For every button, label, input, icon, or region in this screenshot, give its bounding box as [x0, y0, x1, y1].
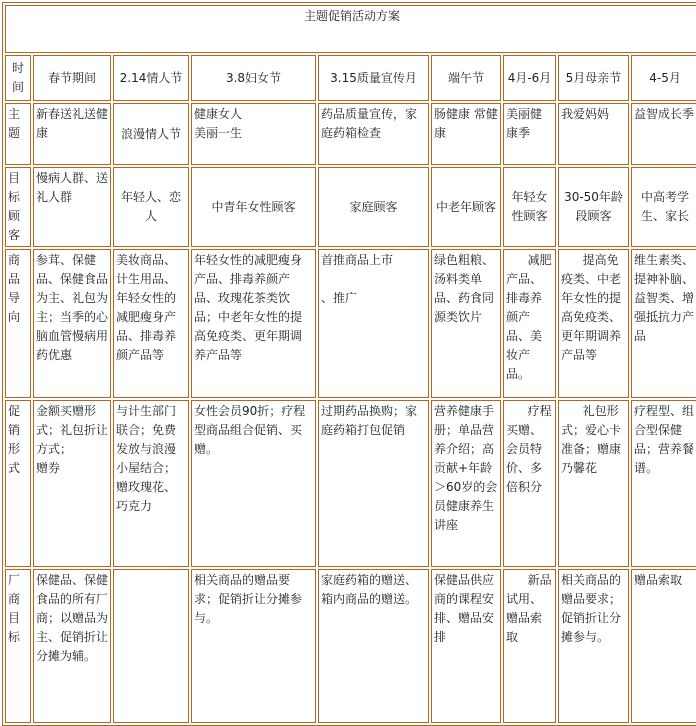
promotion-plan-table: [2, 2, 696, 726]
cell-time-6: 4月-6月: [503, 55, 556, 101]
table-row-promo: [5, 400, 696, 567]
cell-target-6: 年轻女性顾客: [503, 167, 556, 247]
cell-target-7: 30-50年龄段顾客: [558, 167, 629, 247]
cell-theme-2: 浪漫情人节: [113, 103, 189, 165]
cell-goods-4: 首推商品上市 、推广: [318, 249, 429, 398]
cell-target-5: 中老年顾客: [431, 167, 501, 247]
cell-theme-3: 健康女人 美丽一生: [191, 103, 316, 165]
row-label-goods: 商品导向: [5, 249, 31, 398]
cell-promo-6: 疗程买赠、会员特价、多倍积分: [503, 400, 556, 567]
cell-target-4: 家庭顾客: [318, 167, 429, 247]
cell-time-2: 2.14情人节: [113, 55, 189, 101]
cell-theme-8: 益智成长季: [631, 103, 696, 165]
cell-time-1: 春节期间: [33, 55, 111, 101]
cell-theme-5: 肠健康 常健康: [431, 103, 501, 165]
row-label-promo: 促销形式: [5, 400, 31, 567]
table-row-target: [5, 167, 696, 247]
cell-time-3: 3.8妇女节: [191, 55, 316, 101]
cell-goods-5: 绿色粗粮、汤料类单品、药食同源类饮片: [431, 249, 501, 398]
cell-theme-4: 药品质量宣传，家庭药箱检查: [318, 103, 429, 165]
row-label-target: 目标顾客: [5, 167, 31, 247]
cell-goods-8: 维生素类、提神补脑、益智类、增强抵抗力产品: [631, 249, 696, 398]
cell-goods-2: 美妆商品、计生用品、年轻女性的减肥瘦身产品、排毒养颜产品等: [113, 249, 189, 398]
cell-promo-1: 金额买赠形式；礼包折让方式； 赠券: [33, 400, 111, 567]
cell-target-3: 中青年女性顾客: [191, 167, 316, 247]
cell-target-1: 慢病人群、送礼人群: [33, 167, 111, 247]
cell-vendor-6: 新品试用、赠品索取: [503, 569, 556, 723]
table-row-theme: [5, 103, 696, 165]
cell-promo-4: 过期药品换购；家庭药箱打包促销: [318, 400, 429, 567]
cell-time-5: 端午节: [431, 55, 501, 101]
cell-goods-7: 提高免疫类、中老年女性的提高免疫类、更年期调养产品等: [558, 249, 629, 398]
row-label-time: 时间: [5, 55, 31, 101]
cell-time-7: 5月母亲节: [558, 55, 629, 101]
cell-goods-1: 参茸、保健品、保健食品为主、礼包为主；当季的心脑血管慢病用药优惠: [33, 249, 111, 398]
cell-promo-3: 女性会员90折；疗程型商品组合促销、买赠。: [191, 400, 316, 567]
cell-promo-8: 疗程型、组合型保健品；营养餐谱。: [631, 400, 696, 567]
promotion-plan: [2, 2, 694, 726]
cell-theme-6: 美丽健康季: [503, 103, 556, 165]
cell-promo-7: 礼包形式；爱心卡准备；赠康乃馨花: [558, 400, 629, 567]
cell-target-8: 中高考学生、家长: [631, 167, 696, 247]
cell-theme-7: 我爱妈妈: [558, 103, 629, 165]
table-title: 主题促销活动方案: [5, 5, 696, 53]
cell-vendor-7: 相关商品的赠品要求；促销折让分摊参与。: [558, 569, 629, 723]
cell-promo-2: 与计生部门联合；免费发放与浪漫小屋结合；赠玫瑰花、巧克力: [113, 400, 189, 567]
cell-time-4: 3.15质量宣传月: [318, 55, 429, 101]
cell-vendor-3: 相关商品的赠品要求；促销折让分摊参与。: [191, 569, 316, 723]
cell-vendor-4: 家庭药箱的赠送、箱内商品的赠送。: [318, 569, 429, 723]
row-label-vendor: 厂商目标: [5, 569, 31, 723]
cell-goods-3: 年轻女性的减肥瘦身产品、排毒养颜产品、玫瑰花茶类饮品；中老年女性的提高免疫类、更年期调养产品等: [191, 249, 316, 398]
cell-vendor-2: [113, 569, 189, 723]
cell-vendor-5: 保健品供应商的课程安排、赠品安排: [431, 569, 501, 723]
row-label-theme: 主题: [5, 103, 31, 165]
cell-promo-5: 营养健康手册；单品营养介绍；高贡献+年龄＞60岁的会员健康养生讲座: [431, 400, 501, 567]
cell-time-8: 4-5月: [631, 55, 696, 101]
table-row-time: [5, 55, 696, 101]
cell-goods-6: 减肥产品、排毒养颜产品、美妆产品。: [503, 249, 556, 398]
table-row-vendor: [5, 569, 696, 723]
cell-vendor-8: 赠品索取: [631, 569, 696, 723]
cell-theme-1: 新春送礼送健康: [33, 103, 111, 165]
cell-vendor-1: 保健品、保健食品的所有厂商；以赠品为主、促销折让分摊为辅。: [33, 569, 111, 723]
cell-target-2: 年轻人、恋人: [113, 167, 189, 247]
table-row-goods: [5, 249, 696, 398]
